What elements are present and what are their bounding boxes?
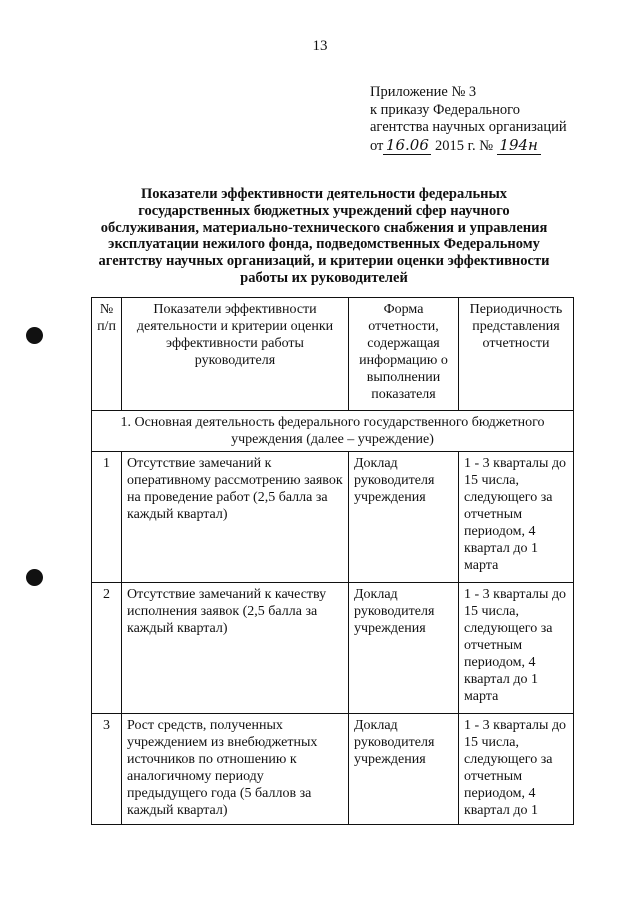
appendix-line-1: Приложение № 3 <box>370 84 477 100</box>
header-indicator: Показатели эффективности деятельности и критерии оценки эффективности работы руководителя <box>122 298 349 411</box>
appendix-line-3: агентства научных организаций <box>370 119 567 135</box>
row-form: Доклад руководителя учреждения <box>349 452 459 583</box>
table-row <box>92 714 574 825</box>
header-periodicity: Периодичность представления отчетности <box>459 298 574 411</box>
appendix-year: 2015 г. № <box>435 137 494 154</box>
punch-hole <box>26 327 43 344</box>
row-indicator: Отсутствие замечаний к качеству исполнения заявок (2,5 балла за каждый квартал) <box>122 583 349 714</box>
section-title: 1. Основная деятельность федерального государственного бюджетного учреждения (далее – учреждение) <box>92 411 574 452</box>
appendix-line-2: к приказу Федерального <box>370 101 521 118</box>
row-number: 2 <box>92 583 122 714</box>
row-indicator: Рост средств, полученных учреждением из внебюджетных источников по отношению к аналогичному периоду предыдущего года (5 баллов за каждый квартал) <box>122 714 349 825</box>
row-period: 1 - 3 кварталы до 15 числа, следующего за отчетным периодом, 4 квартал до 1 марта <box>459 452 574 583</box>
punch-hole <box>26 569 43 586</box>
row-number: 1 <box>92 452 122 583</box>
row-period: 1 - 3 кварталы до 15 числа, следующего за отчетным периодом, 4 квартал до 1 <box>459 714 574 825</box>
handwritten-date: 16.06 <box>383 137 431 156</box>
table-row <box>92 583 574 714</box>
document-title: Показатели эффективности деятельности федеральных государственных бюджетных учреждений сфер научного обслуживания, материально-технического снабжения и управления эксплуатации нежилого фонда, подведомственных Федеральному агентству научных организаций, и критерии оценки эффективности работы их руководителей <box>98 186 550 286</box>
row-period: 1 - 3 кварталы до 15 числа, следующего за отчетным периодом, 4 квартал до 1 марта <box>459 583 574 714</box>
table-row <box>92 452 574 583</box>
appendix-line-4 <box>370 137 567 156</box>
row-indicator: Отсутствие замечаний к оперативному рассмотрению заявок на проведение работ (2,5 балла за каждый квартал) <box>122 452 349 583</box>
handwritten-order-number: 194н <box>497 137 541 156</box>
page-bottom-margin <box>0 828 640 905</box>
appendix-prefix: от <box>370 137 384 154</box>
row-form: Доклад руководителя учреждения <box>349 583 459 714</box>
row-number: 3 <box>92 714 122 825</box>
header-report-form: Форма отчетности, содержащая информацию о выполнении показателя <box>349 298 459 411</box>
header-number: № п/п <box>92 298 122 411</box>
row-form: Доклад руководителя учреждения <box>349 714 459 825</box>
table-header-row <box>92 298 574 411</box>
appendix-reference <box>370 84 567 155</box>
section-row <box>92 411 574 452</box>
page-number: 13 <box>312 38 328 54</box>
indicators-table <box>91 297 574 825</box>
